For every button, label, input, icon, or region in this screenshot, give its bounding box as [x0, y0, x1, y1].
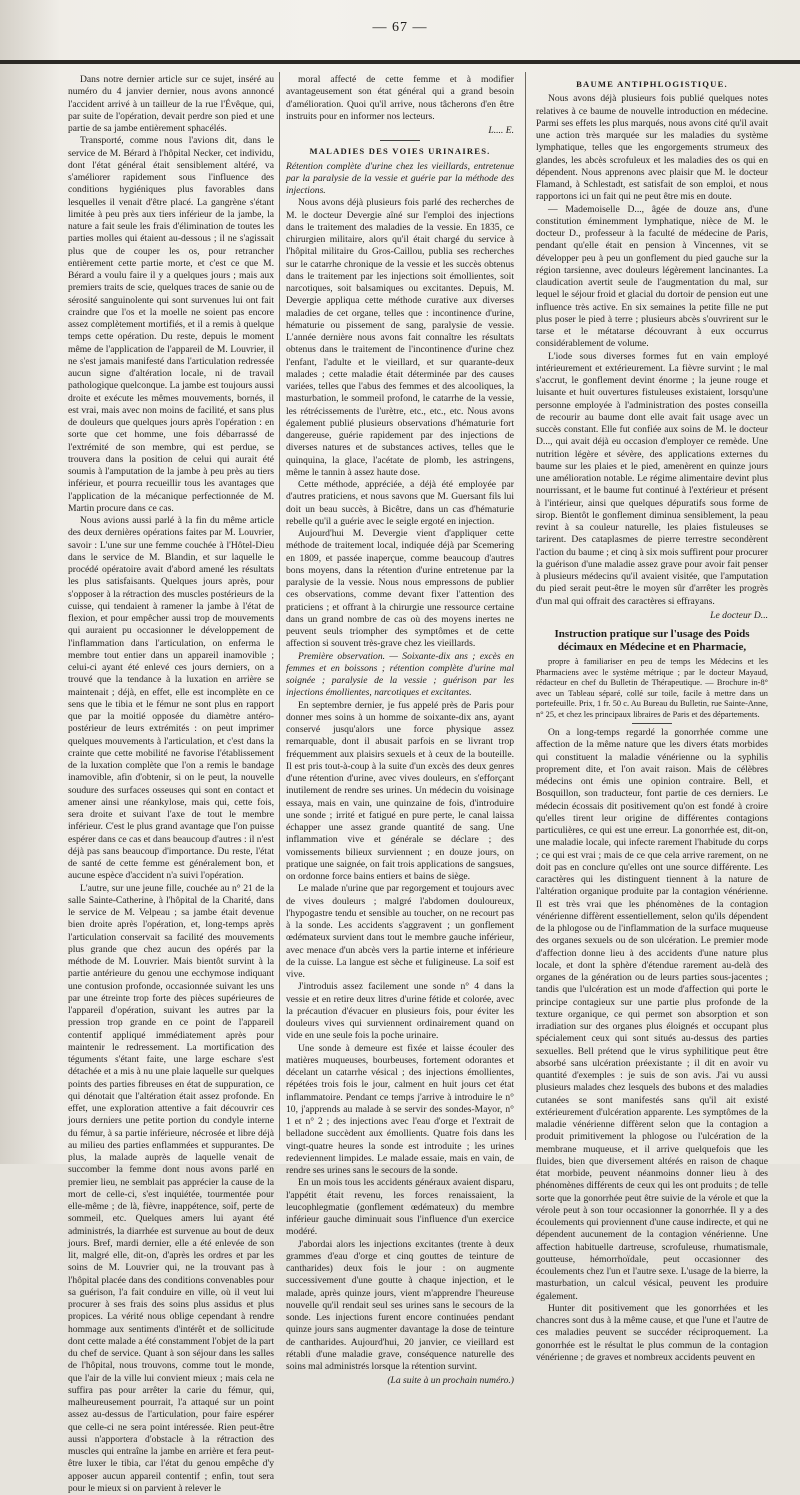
- article-paragraph: En septembre dernier, je fus appelé près de Paris pour donner mes soins à un homme de soixante-dix ans, ayant conservé jusqu'alors une force physique assez remarquable, dont il abusait parfois en se livrant trop fréquemment aux plaisirs sexuels et à ceux de la bouteille. Il est pris tout-à-coup à la suite d'un excès des deux genres d'une rétention d'urine, avec vives douleurs, en s'efforçant inutilement de rendre ses urines. Un médecin du voisinage essaya, mais en vain, une quinzaine de fois, d'introduire une sonde ; irrité et fatigué en pure perte, le canal laissa échapper une assez grande quantité de sang. Une inflammation vive et générale se déclare ; des vomissements bilieux surviennent ; en douze jours, on pratique une saignée, on fait trois applications de sangsues, on ordonne force bains entiers et bains de siège.: [286, 700, 514, 884]
- article-paragraph: Nous avions aussi parlé à la fin du même article des deux dernières opérations faites par M. Louvrier, savoir : L'une sur une femme couchée à l'Hôtel-Dieu dans le service de M. Blandin, et sur laquelle le procédé opératoire avait d'abord amené les résultats les plus satisfaisants. Quelques jours après, pour s'opposer à la rétraction des muscles postérieurs de la cuisse, qui tendaient à ramener la jambe à l'état de flexion, et pour empêcher aussi trop de mouvements qui auraient pu occasionner le développement de l'inflammation dans l'articulation, on enferma le membre tout entier dans un appareil inamovible ; celui-ci ayant été enlevé ces jours derniers, on a trouvé que la tendance à la luxation en arrière se maintenait ; déjà, en effet, elle est incomplète en ce sens que le tibia et le fémur ne sont plus en rapport que par la moitié opposée du diamètre antéro-postérieur de leurs extrémités : on peut imprimer quelques mouvements à l'articulation, et c'est dans la crainte que cette mobilité ne favorise l'établissement de la luxation complète que l'on a remis le bandage inamovible, afin d'obtenir, si on le peut, la nouvelle soudure des surfaces osseuses qui sont en contact et amener ainsi une réankylose, mais qui, cette fois, sera droite et suivant l'axe de tout le membre inférieur. C'est le plus grand avantage que l'on puisse espérer dans ce cas et dans beaucoup d'autres : il n'est déjà pas sans beaucoup d'importance. Du reste, l'état de santé de cette femme est généralement bon, et aucune espèce d'accident n'a suivi l'opération.: [68, 515, 274, 883]
- advert-notice: propre à familiariser en peu de temps les Médecins et les Pharmaciens avec le système métrique ; par le docteur Mayaud, rédacteur en chef du Bulletin de Thérapeutique. — Brochure in-8° avec un Tableau séparé, collé sur toile, facile à mettre dans un portefeuille. Prix, 1 fr. 50 c. Au Bureau du Bulletin, rue Sainte-Anne, n° 25, et chez les principaux libraires de Paris et des départements.: [536, 657, 768, 720]
- section-rule: [380, 140, 420, 141]
- article-paragraph: J'introduis assez facilement une sonde n° 4 dans la vessie et en retire deux litres d'urine fétide et colorée, avec la précaution d'évacuer en plusieurs fois, pour éviter les douleurs vives qui surviennent ordinairement quand on vide en une seule fois la poche urinaire.: [286, 981, 514, 1042]
- page-number: — 67 —: [0, 20, 800, 36]
- column-left: [68, 74, 274, 1140]
- article-paragraph: Hunter dit positivement que les gonorrhées et les chancres sont dus à la même cause, et que l'une et l'autre de ces maladies peuvent se succéder réciproquement. La gonorrhée est le résultat le plus commun de la contagion vénérienne ; de graves et nombreux accidents peuvent en: [536, 1303, 768, 1364]
- article-signature: Le docteur D...: [536, 610, 768, 622]
- article-paragraph: Cette méthode, appréciée, a déjà été employée par d'autres praticiens, et nous savons que M. Guersant fils lui doit un beau succès, à Bicêtre, dans un cas d'hématurie rebelle qu'il a guérie avec le seigle ergoté en injection.: [286, 479, 514, 528]
- article-paragraph: L'iode sous diverses formes fut en vain employé intérieurement et extérieurement. La fièvre survint ; le mal s'accrut, le gonflement devint énorme ; la jeune rouge et luisante et huit ouvertures fistuleuses existaient, lorsqu'une personne employée à l'administration des postes conseilla de recourir au baume dont elle avait fait usage avec un succès constant. Elle fut confiée aux soins de M. le docteur D..., qui avait déjà eu occasion d'employer ce remède. Une nutrition légère et sévère, des applications externes du baume sur les plaies et le pied, amenèrent en quinze jours une amélioration notable. Le régime alimentaire devint plus nourrissant, et le baume fut continué à l'extérieur et présent à l'intérieur, ainsi que quelques dépuratifs sous forme de sirop. Bientôt le gonflement diminua sensiblement, la peau revint à sa couleur naturelle, les plaies fistuleuses se tarirent. Des cataplasmes de pierre terrestre secondèrent l'action du baume ; et cinq à six mois suffirent pour procurer la guérison d'une maladie assez grave pour avoir fait penser à plusieurs médecins qu'il avaient visitée, que l'amputation du pied serait peut-être le moyen sûr d'arrêter les progrès d'un mal qui offrait des caractères si effrayans.: [536, 351, 768, 608]
- article-paragraph: Transporté, comme nous l'avions dit, dans le service de M. Bérard à l'hôpital Necker, cet individu, dont l'état général était sensiblement altéré, va s'améliorer rapidement sous l'influence des conditions hygiéniques plus favorables dans lesquelles il venait d'être placé. La gangrène s'étant limitée à peu près aux tiers inférieur de la jambe, la nature a fait seule les frais d'élimination de toutes les parties molles qui étaient au-dessous ; il ne s'agissait plus que de couper les os, pour retrancher entièrement cette partie morte, et c'est ce que M. Bérard a voulu faire il y a quelques jours ; mais aux premiers traits de scie, quelques traces de sanie ou de sérosité sanguinolente qui sont survenues lui ont fait craindre que l'os et la moelle ne soient pas encore assez complètement mortifiés, et il a remis à quelque temps cette opération. Du reste, depuis le moment même de l'application de l'appareil de M. Louvrier, il ne s'est jamais manifesté dans l'articulation redressée aucun signe d'altération locale, ni de travail pathologique quelconque. La jambe est toujours aussi droite et exécute les mêmes mouvements, bornés, il est vrai, mais avec non moins de facilité, et sans plus de douleurs que quelques jours après l'opération : en sorte que cet homme, une fois débarrassé de l'extrémité de son membre, qui est perdue, se trouvera dans la position de celui qui aurait été soumis à l'amputation de la jambe à peu près au tiers inférieur, et pourra recueillir tous les avantages que l'application de la mécanique perfectionnée de M. Martin procure dans ce cas.: [68, 135, 274, 515]
- article-paragraph: Aujourd'hui M. Devergie vient d'appliquer cette méthode de traitement local, indiquée déjà par Scemering en 1809, et passée inaperçue, comme beaucoup d'autres bons moyens, dans la rétention d'urine entretenue par la paralysie de la vessie. Nous nous empressons de publier ces observations, comme devant fixer l'attention des praticiens ; et offrant à la chirurgie une ressource certaine dans un grand nombre de cas où des moyens inertes ne peuvent seuls triompher des symptômes et de cette affection si souvent très-grave chez les vieillards.: [286, 528, 514, 651]
- article-paragraph: En un mois tous les accidents généraux avaient disparu, l'appétit était revenu, les forces renaissaient, la leucophlegmatie (gonflement œdémateux) du membre inférieur gauche diminuait sous l'influence d'un exercice modéré.: [286, 1177, 514, 1238]
- continued-note: (La suite à un prochain numéro.): [286, 1375, 514, 1387]
- column-divider: [525, 72, 526, 1140]
- article-paragraph: moral affecté de cette femme et à modifier avantageusement son état général qui a grand besoin d'amélioration. Quoi qu'il arrive, nous tâcherons d'en être instruits pour en informer nos lecteurs.: [286, 74, 514, 123]
- article-paragraph: — Mademoiselle D..., âgée de douze ans, d'une constitution éminemment lymphatique, nièce de M. le docteur D., professeur à la faculté de médecine de Paris, pendant qu'elle était en pension à Vincennes, vit se développer peu à peu un gonflement du pied gauche sur la région tarsienne, avec douleurs légèrement lancinantes. La claudication avertit seule de l'augmentation du mal, sur lequel le séjour froid et glacial du dortoir de pension eut une influence très active. En six semaines la petite fille ne put plus poser le pied à terre ; plusieurs abcès s'ouvrirent sur le tarse et le métatarse découvrant à eux occurrus considérablement de volume.: [536, 204, 768, 351]
- observation-title: Première observation. — Soixante-dix ans ; excès en femmes et en boissons ; rétention complète d'urine mal soignée ; paralysie de la vessie ; guérison par les injections émollientes, narcotiques et excitantes.: [286, 651, 514, 700]
- advert-heading: Instruction pratique sur l'usage des Poids décimaux en Médecine et en Pharmacie,: [536, 628, 768, 654]
- header-rule: [0, 60, 800, 64]
- page-binding-shadow: [0, 0, 60, 1164]
- article-paragraph: Nous avons déjà plusieurs fois parlé des recherches de M. le docteur Devergie aîné sur l'emploi des injections dans le traitement des maladies de la vessie. En 1835, ce chirurgien militaire, alors qu'il était chargé du service à l'hôpital militaire du Gros-Caillou, publia ses recherches sur le catarrhe chronique de la vessie et les succès obtenus dans le traitement par les injections soit émollientes, soit narcotiques, soit balsamiques ou excitantes. Depuis, M. Devergie appliqua cette méthode curative aux diverses maladies de cet organe, telles que : incontinence d'urine, hématurie ou pissement de sang, paralysie de vessie. L'année dernière nous avons fait connaître les résultats obtenus dans le traitement de l'incontinence d'urine chez l'enfant, l'adulte et le vieillard, et sur quarante-deux malades ; cette maladie était déterminée par des causes variées, telles que l'abus des femmes et des alcooliques, la masturbation, le sommeil profond, le catarrhe de la vessie, les rétrécissements de l'urètre, etc., etc., etc. Nous avons également publié plusieurs observations d'hématurie fort dangereuse, guérie rapidement par des injections de diverses natures et de substances actives, telles que le quinquina, la glace, l'acétate de plomb, les astringens, même le tannin à assez haute dose.: [286, 197, 514, 479]
- article-paragraph: J'abordai alors les injections excitantes (trente à deux grammes d'eau d'orge et cinq gouttes de teinture de cantharides) deux fois le jour : on augmente successivement d'une goutte à chaque injection, et le malade, après quinze jours, vient m'apprendre l'heureuse nouvelle qu'il rendait seul ses urines sans le secours de la sonde. Les injections furent encore continuées pendant quinze jours sans augmenter davantage la dose de teinture de cantharides. Aujourd'hui, 20 janvier, ce vieillard est rétabli d'une maladie grave, conséquence naturelle des soins mal administrés lorsque la rétention survint.: [286, 1239, 514, 1374]
- column-middle: [286, 74, 514, 1140]
- section-heading: BAUME ANTIPHLOGISTIQUE.: [536, 78, 768, 90]
- article-signature: L.... E.: [286, 125, 514, 137]
- article-paragraph: Nous avons déjà plusieurs fois publié quelques notes relatives à ce baume de nouvelle introduction en médecine. Parmi ses effets les plus marqués, nous avons cité qu'il avait une action très marquée sur les maladies du système lymphatique, telles que les engorgements strumeux des glandes, les abcès scrofuleux et les maladies des os qui en dépendent. Nous apprenons avec plaisir que M. le docteur Flamand, à Schlestadt, est satisfait de son emploi, et nous rapportons ici un fait qui ne peut être mis en doute.: [536, 93, 768, 203]
- article-subtitle: Rétention complète d'urine chez les vieillards, entretenue par la paralysie de la vessie et guérie par la méthode des injections.: [286, 161, 514, 198]
- article-paragraph: Dans notre dernier article sur ce sujet, inséré au numéro du 4 janvier dernier, nous avons annoncé l'accident arrivé à un tailleur de la rue l'Évêque, qui, par suite de l'opération, devait perdre son pied et une partie de sa jambe entièrement sphacélés.: [68, 74, 274, 135]
- column-right: [536, 74, 768, 1140]
- article-paragraph: Le malade n'urine que par regorgement et toujours avec de vives douleurs ; malgré l'abdomen douloureux, l'hypogastre tendu et sensible au toucher, on ne recourt pas à la sonde. Les accidents s'aggravent ; un gonflement œdémateux survient dans tout le membre gauche inférieur, avec menace d'un abcès vers la partie interne et inférieure de la cuisse. La langue est sèche et fuligineuse. La soif est vive.: [286, 883, 514, 981]
- column-divider: [279, 72, 280, 1140]
- section-rule: [632, 723, 672, 724]
- section-heading: MALADIES DES VOIES URINAIRES.: [286, 145, 514, 157]
- article-paragraph: Une sonde à demeure est fixée et laisse écouler des matières muqueuses, bourbeuses, fortement odorantes et décelant un catarrhe vésical ; des injections émollientes, répétées trois fois le jour, calment en huit jours cet état inflammatoire. Pendant ce temps j'arrive à introduire le n° 10, j'apprends au malade à se servir des sondes-Mayor, n° 1 et n° 2 ; des injections avec l'eau d'orge et l'extrait de belladone succèdent aux émollients. Quatre fois dans les vingt-quatre heures la sonde est introduite ; les urines redeviennent limpides. Le malade essaie, mais en vain, de rendre ses urines sans le secours de la sonde.: [286, 1043, 514, 1178]
- article-paragraph: L'autre, sur une jeune fille, couchée au n° 21 de la salle Sainte-Catherine, à l'hôpital de la Charité, dans le service de M. Velpeau ; sa jambe était devenue bien droite après l'opération, et, long-temps après l'articulation conservait sa facilité des mouvements plus grande que chez aucun des opérés par la méthode de M. Louvrier. Mais bientôt survint à la partie antérieure du genou une ecchymose indiquant une contusion profonde, occasionnée suivant les uns par une étreinte trop forte des pièces supérieures de l'appareil d'opération, suivant les autres par la pression trop grande en ce point de l'appareil contentif appliqué immédiatement après pour maintenir le redressement. La mortification des téguments s'étant faite, une large eschare s'est détachée et a mis à nu une plaie laquelle sur quelques points des parties fibreuses en état de suppuration, ce qui dénotait que l'altération était assez profonde. En effet, une exploration attentive a fait découvrir ces jours derniers une petite portion du condyle interne du fémur, à sa partie inférieure, nécrosée et libre déjà au milieu des parties enflammées et suppurantes. De plus, la malade auprès de laquelle venait de succomber la femme dont nous avons parlé en premier lieu, ne semblait pas apprécier la cause de la mort de celle-ci, s'est inquiétée, tourmentée pour elle-même ; de là, fièvre, inappétence, soif, perte de sommeil, etc. Quelques amers lui ayant été administrés, la diarrhée est survenue au bout de deux jours. Bref, mardi dernier, elle a été enlevée de son lit, malgré elle, dit-on, d'après les ordres et par les soins de M. Louvrier qui, ne la trouvant pas à l'hôpital placée dans des conditions convenables pour sa guérison, l'a fait conduire en ville, où il veut lui procurer à ses frais des soins plus assidus et plus propices. La vérité nous oblige cependant à rendre hommage aux sentiments d'intérêt et de sollicitude dont cette malade a été constamment l'objet de la part du chef de service. Quant à son séjour dans les salles de l'hôpital, nous trouvons, comme tout le monde, que l'air de la ville lui convient mieux ; mais cela ne suffira pas pour arrêter la carie du fémur, qui, malheureusement pourrait, l'a attaqué sur un point assez au-dessus de l'articulation, pour faire espérer que celle-ci ne sera point intéressée. Rien peut-être aussi n'apportera d'obstacle à la rétraction des muscles qui entraîne la jambe en arrière et fera peut-être luxer le tibia, car l'état du genou empêche d'y apposer aucun appareil contentif ; enfin, tout sera pour le mieux si on parvient à relever le: [68, 883, 274, 1495]
- article-paragraph: On a long-temps regardé la gonorrhée comme une affection de la même nature que les divers états morbides qui constituent la maladie vénérienne ou la syphilis proprement dite, et l'on avait raison. Mais de célèbres médecins ont émis une opinion contraire. Bell, et Bosquillon, son traducteur, font partie de ces derniers. Le médecin écossais dit positivement qu'on est fondé à croire qu'elles tirent leur origine de différentes contagions particulières, ce qui est une erreur. La gonorrhée est, dit-on, une maladie locale, qui infecte rarement l'habitude du corps ; ce qui est vrai ; mais de ce que cela arrive rarement, on ne doit pas en conclure qu'elles ont une source différente. Les caractères qui les distinguent tiennent à la nature de l'altération organique produite par la contagion vénérienne. Il est très vrai que les phénomènes de la contagion vénérienne diffèrent essentiellement, selon qu'ils dépendent de la phlogose ou de l'inflammation de la surface muqueuse des organes sexuels ou de son ulcération. Le premier mode d'affection donne lieu à des accidents d'une nature plus locale, et dont la sphère d'étendue rarement au-delà des organes de la génération ou de leurs parties sous-jacentes ; tandis que l'ulcération est un mode d'affection qui porte le principe contagieux sur une partie plus profonde de la texture organique, ce qui permet son absorption et son irradiation sur des organes plus éloignés et occupant plus spécialement ceux qui sont situés au-dessus des parties sexuelles. Bell prétend que le virus syphilitique peut être absorbé sans ulcération préexistante ; il dit en avoir vu quantité d'exemples : je suis de son avis. J'ai vu aussi plusieurs malades chez lesquels des bubons et des maladies cutanées se sont manifestés sans qu'il ait existé extérieurement d'ulcération apparente. Les symptômes de la maladie vénérienne diffèrent selon que la contagion a produit primitivement la phlogose ou l'ulcération de la membrane muqueuse, et il arrive quelquefois que les fluides, bien que diversement altérés en raison de chaque état morbide, peuvent néanmoins donner lieu à des phénomènes différents de ceux qui les ont produits ; de telle sorte que la gonorrhée peut être suivie de la vérole et que la vérole peut à son tour occasionner la gonorrhée. Il y a des écoulements qui proviennent d'une cause indirecte, et qui ne dépendent aucunement de la contagion vénérienne. Une affection habituelle dartreuse, scrofuleuse, rhumatismale, goutteuse, hémorrhoïdale, peut occasionner des écoulements chez l'un et l'autre sexe. L'usage de la bierre, la masturbation, un calcul vésical, peuvent les produire également.: [536, 727, 768, 1303]
